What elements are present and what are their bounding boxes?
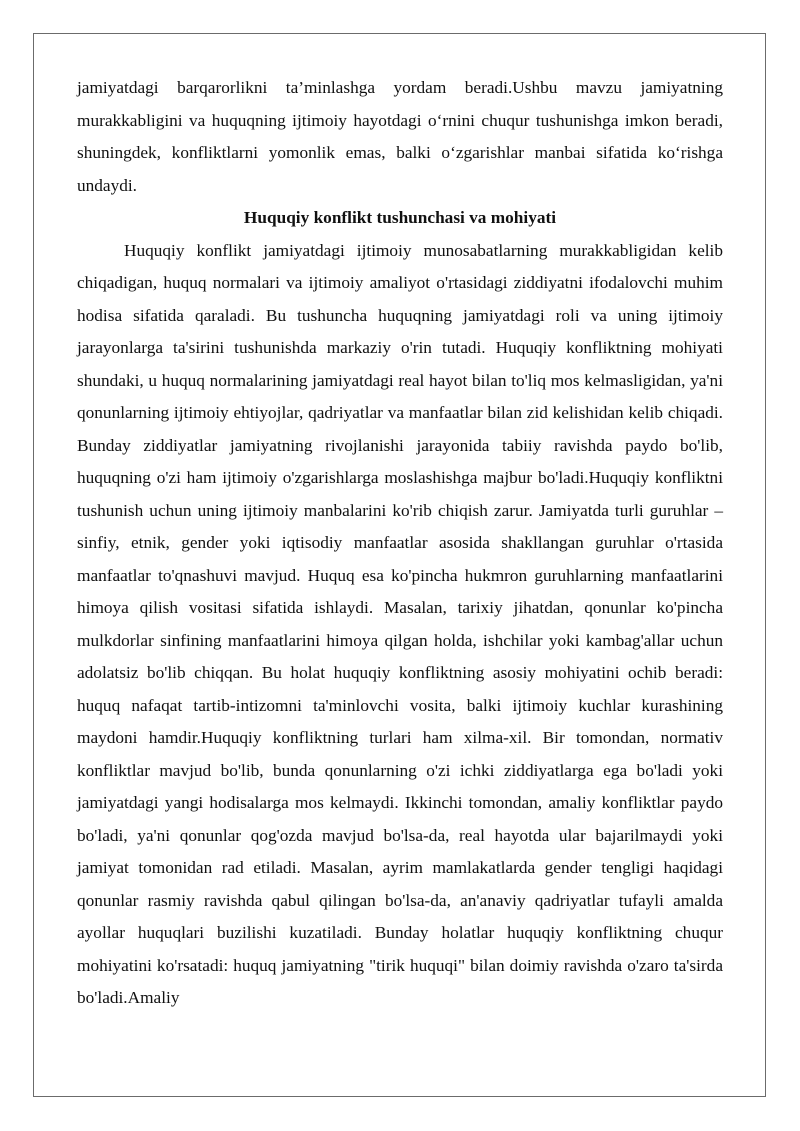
body-paragraph: Huquqiy konflikt jamiyatdagi ijtimoiy munosabatlarning murakkabligidan kelib chiqadigan, huquq normalari va ijtimoiy amaliyot o'rtasidagi ziddiyatni ifodalovchi muhim hodisa sifatida qaraladi. Bu tushuncha huquqning jamiyatdagi roli va uning ijtimoiy jarayonlarga ta'sirini tushunishda markaziy o'rin tutadi. Huquqiy konfliktning mohiyati shundaki, u huquq normalarining jamiyatdagi real hayot bilan to'liq mos kelmasligidan, ya'ni qonunlarning ijtimoiy ehtiyojlar, qadriyatlar va manfaatlar bilan zid kelishidan kelib chiqadi. Bunday ziddiyatlar jamiyatning rivojlanishi jarayonida tabiiy ravishda paydo bo'lib, huquqning o'zi ham ijtimoiy o'zgarishlarga moslashishga majbur bo'ladi.Huquqiy konfliktni tushunish uchun uning ijtimoiy manbalarini ko'rib chiqish zarur. Jamiyatda turli guruhlar – sinfiy, etnik, gender yoki iqtisodiy manfaatlar asosida shakllangan guruhlar o'rtasida manfaatlar to'qnashuvi mavjud. Huquq esa ko'pincha hukmron guruhlarning manfaatlarini himoya qilish vositasi sifatida ishlaydi. Masalan, tarixiy jihatdan, qonunlar ko'pincha mulkdorlar sinfining manfaatlarini himoya qilgan holda, ishchilar yoki kambag'allar uchun adolatsiz bo'lib chiqqan. Bu holat huquqiy konfliktning asosiy mohiyatini ochib beradi: huquq nafaqat tartib-intizomni ta'minlovchi vosita, balki ijtimoiy kuchlar kurashining maydoni hamdir.Huquqiy konfliktning turlari ham xilma-xil. Bir tomondan, normativ konfliktlar mavjud bo'lib, bunda qonunlarning o'zi ichki ziddiyatlarga ega bo'ladi yoki jamiyatdagi yangi hodisalarga mos kelmaydi. Ikkinchi tomondan, amaliy konfliktlar paydo bo'ladi, ya'ni qonunlar qog'ozda mavjud bo'lsa-da, real hayotda ular bajarilmaydi yoki jamiyat tomonidan rad etiladi. Masalan, ayrim mamlakatlarda gender tengligi haqidagi qonunlar rasmiy ravishda qabul qilingan bo'lsa-da, an'anaviy qadriyatlar tufayli amalda ayollar huquqlari buzilishi kuzatiladi. Bunday holatlar huquqiy konfliktning chuqur mohiyatini ko'rsatadi: huquq jamiyatning "tirik huquqi" bilan doimiy ravishda o'zaro ta'sirda bo'ladi.Amaliy [77, 240, 723, 1007]
intro-paragraph: jamiyatdagi barqarorlikni ta’minlashga yordam beradi.Ushbu mavzu jamiyatning murakkabligini va huquqning ijtimoiy hayotdagi o‘rnini chuqur tushunishga imkon beradi, shuningdek, konfliktlarni yomonlik emas, balki o‘zgarishlar manbai sifatida ko‘rishga undaydi. [77, 78, 723, 195]
document-body [77, 72, 723, 1015]
section-heading: Huquqiy konflikt tushunchasi va mohiyati [243, 208, 557, 227]
